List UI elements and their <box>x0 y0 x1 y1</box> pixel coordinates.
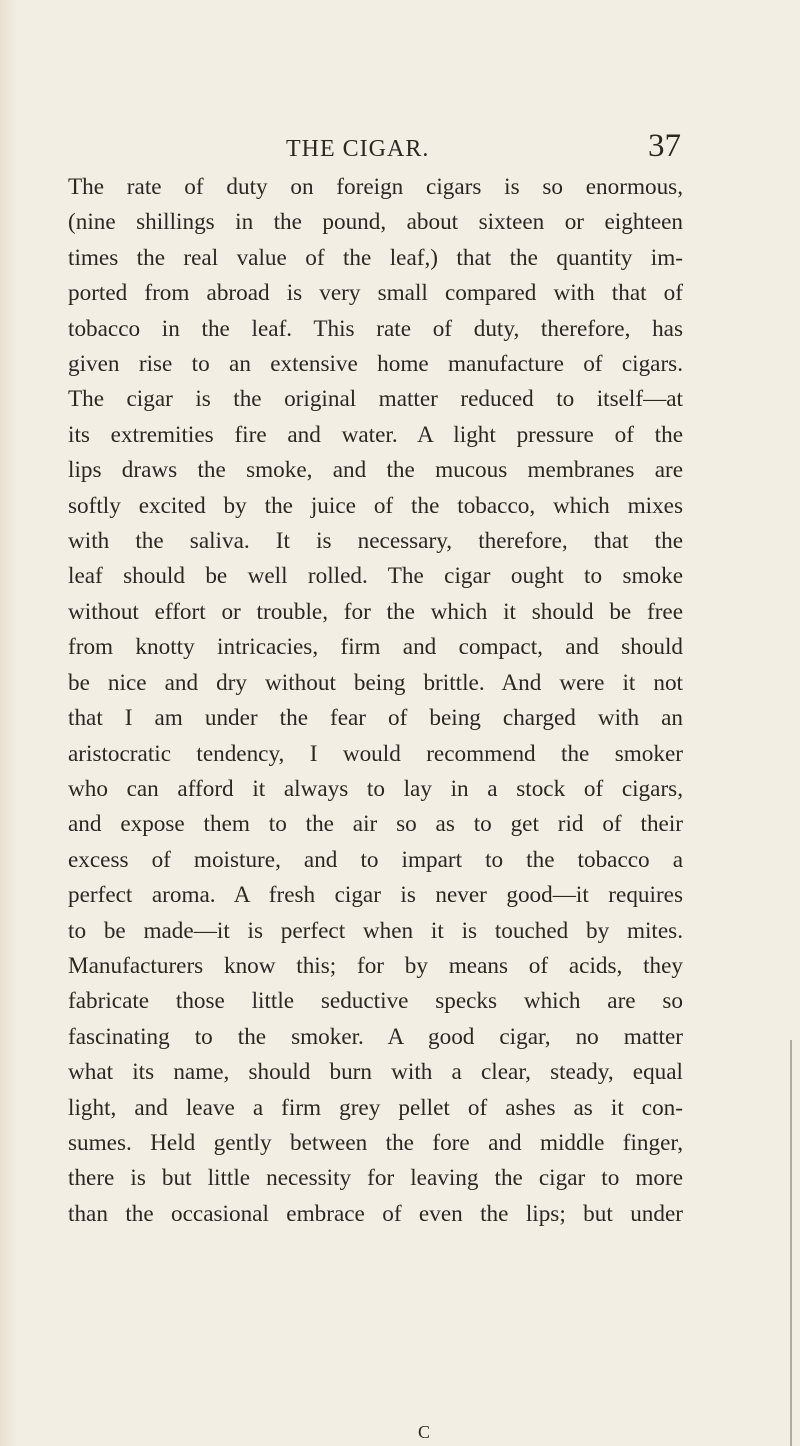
page-number: 37 <box>648 128 681 164</box>
text-line: with the saliva. It is necessary, therefore, that the <box>68 528 683 555</box>
text-line: lips draws the smoke, and the mucous membranes are <box>68 457 683 484</box>
text-line: softly excited by the juice of the tobacco, which mixes <box>68 492 683 519</box>
text-line: fascinating to the smoker. A good cigar, no matter <box>68 1023 683 1050</box>
text-line: from knotty intricacies, firm and compact, and should <box>68 634 683 661</box>
text-line: without effort or trouble, for the which it should be free <box>68 598 683 625</box>
text-line: excess of moisture, and to impart to the tobacco a <box>68 846 683 873</box>
text-line: to be made—it is perfect when it is touched by mites. <box>68 917 683 944</box>
page-gutter-shadow <box>0 0 18 1446</box>
text-line: The cigar is the original matter reduced to itself—at <box>68 386 683 413</box>
body-text <box>68 170 683 1232</box>
text-line: who can afford it always to lay in a stock of cigars, <box>68 775 683 802</box>
text-line: than the occasional embrace of even the lips; but under <box>68 1200 683 1227</box>
text-line: be nice and dry without being brittle. And were it not <box>68 669 683 696</box>
signature-mark: C <box>418 1422 432 1442</box>
text-line: times the real value of the leaf,) that the quantity im- <box>68 244 683 271</box>
running-title: THE CIGAR. <box>286 136 430 162</box>
text-line: (nine shillings in the pound, about sixteen or eighteen <box>68 209 683 236</box>
text-line: fabricate those little seductive specks which are so <box>68 988 683 1015</box>
text-line: tobacco in the leaf. This rate of duty, therefore, has <box>68 315 683 342</box>
text-line: sumes. Held gently between the fore and middle finger, <box>68 1129 683 1156</box>
text-line: what its name, should burn with a clear, steady, equal <box>68 1059 683 1086</box>
page-edge <box>790 1040 798 1446</box>
text-line: that I am under the fear of being charged with an <box>68 705 683 732</box>
text-line: there is but little necessity for leaving the cigar to more <box>68 1165 683 1192</box>
text-line: given rise to an extensive home manufacture of cigars. <box>68 351 683 378</box>
text-line: perfect aroma. A fresh cigar is never good—it requires <box>68 882 683 909</box>
text-line: its extremities fire and water. A light pressure of the <box>68 421 683 448</box>
text-line: Manufacturers know this; for by means of acids, they <box>68 952 683 979</box>
text-line: light, and leave a firm grey pellet of ashes as it con- <box>68 1094 683 1121</box>
text-line: The rate of duty on foreign cigars is so enormous, <box>68 174 683 200</box>
running-head <box>286 128 681 168</box>
text-line: and expose them to the air so as to get rid of their <box>68 811 683 838</box>
text-line: ported from abroad is very small compared with that of <box>68 280 683 307</box>
text-line: leaf should be well rolled. The cigar ought to smoke <box>68 563 683 590</box>
text-line: aristocratic tendency, I would recommend the smoker <box>68 740 683 767</box>
